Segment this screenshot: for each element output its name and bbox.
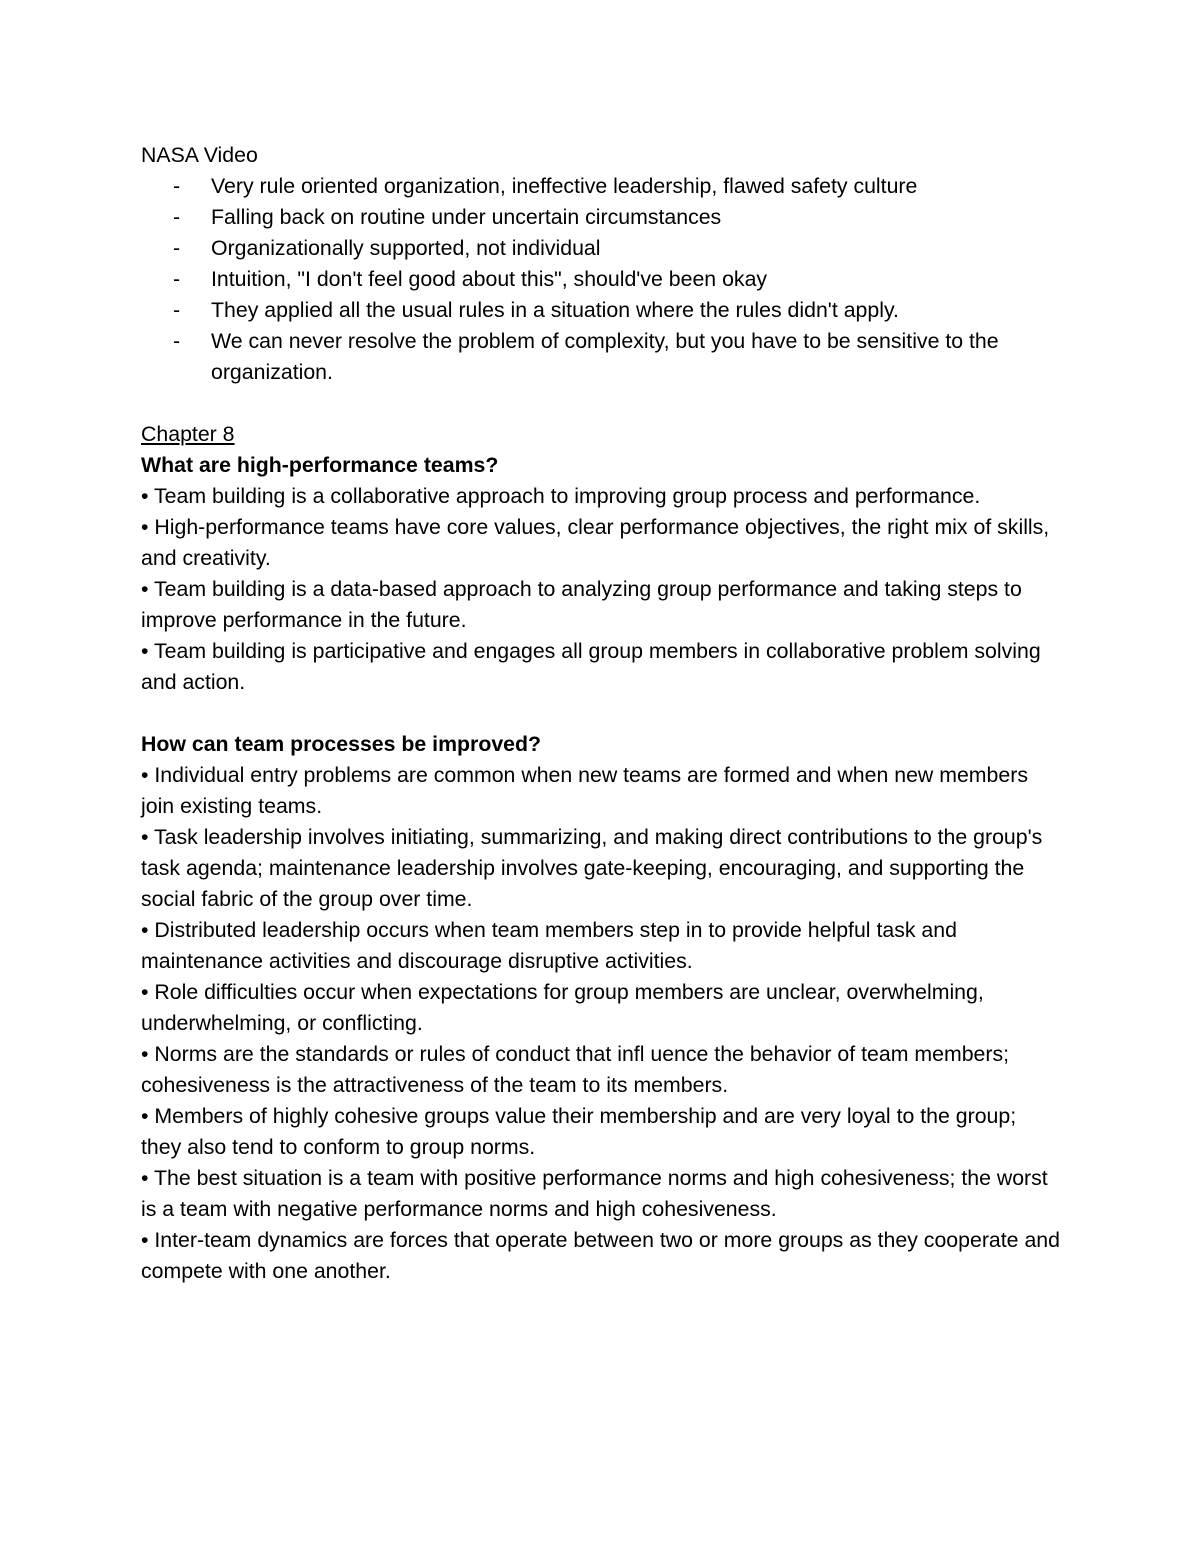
blank-line bbox=[141, 698, 1061, 729]
dash-bullet: - bbox=[173, 205, 181, 229]
chapter-heading: Chapter 8 bbox=[141, 422, 235, 446]
list-item bbox=[141, 233, 1061, 264]
paragraph: • Norms are the standards or rules of conduct that infl uence the behavior of team members; cohesiveness is the attractiveness of the team to its members. bbox=[141, 1042, 1010, 1097]
paragraph: • The best situation is a team with positive performance norms and high cohesiveness; the worst is a team with negative performance norms and high cohesiveness. bbox=[141, 1166, 1048, 1221]
paragraph: • Members of highly cohesive groups value their membership and are very loyal to the group; they also tend to conform to group norms. bbox=[141, 1104, 1017, 1159]
list-item-text: Falling back on routine under uncertain circumstances bbox=[211, 205, 722, 229]
list-item bbox=[141, 295, 1061, 326]
dash-bullet: - bbox=[173, 174, 181, 198]
paragraph: • Team building is a data-based approach to analyzing group performance and taking steps to improve performance in the future. bbox=[141, 577, 1022, 632]
paragraph: • Task leadership involves initiating, summarizing, and making direct contributions to the group's task agenda; maintenance leadership involves gate-keeping, encouraging, and supporting the social fabric of the group over time. bbox=[141, 825, 1043, 911]
paragraph: • Distributed leadership occurs when team members step in to provide helpful task and maintenance activities and discourage disruptive activities. bbox=[141, 918, 957, 973]
paragraph: • High-performance teams have core values, clear performance objectives, the right mix of skills, and creativity. bbox=[141, 515, 1050, 570]
paragraph: • Team building is a collaborative approach to improving group process and performance. bbox=[141, 484, 981, 508]
list-item bbox=[141, 326, 1061, 388]
document-page bbox=[141, 140, 1061, 1287]
blank-line bbox=[141, 388, 1061, 419]
nasa-notes-list bbox=[141, 171, 1061, 388]
list-item-text: Intuition, "I don't feel good about this", should've been okay bbox=[211, 267, 768, 291]
paragraph: • Individual entry problems are common when new teams are formed and when new members join existing teams. bbox=[141, 763, 1028, 818]
list-item-text: We can never resolve the problem of complexity, but you have to be sensitive to the organization. bbox=[211, 329, 999, 384]
list-item bbox=[141, 171, 1061, 202]
list-item-text: Very rule oriented organization, ineffective leadership, flawed safety culture bbox=[211, 174, 918, 198]
section-heading-high-performance: What are high-performance teams? bbox=[141, 453, 499, 477]
dash-bullet: - bbox=[173, 298, 181, 322]
list-item bbox=[141, 264, 1061, 295]
paragraph: • Role difficulties occur when expectations for group members are unclear, overwhelming, underwhelming, or conflicting. bbox=[141, 980, 984, 1035]
paragraph: • Team building is participative and engages all group members in collaborative problem solving and action. bbox=[141, 639, 1041, 694]
list-item-text: They applied all the usual rules in a situation where the rules didn't apply. bbox=[211, 298, 899, 322]
nasa-video-title: NASA Video bbox=[141, 143, 258, 167]
dash-bullet: - bbox=[173, 267, 181, 291]
paragraph: • Inter-team dynamics are forces that operate between two or more groups as they cooperate and compete with one another. bbox=[141, 1228, 1060, 1283]
dash-bullet: - bbox=[173, 236, 181, 260]
list-item-text: Organizationally supported, not individual bbox=[211, 236, 601, 260]
list-item bbox=[141, 202, 1061, 233]
dash-bullet: - bbox=[173, 329, 181, 353]
section-heading-team-processes: How can team processes be improved? bbox=[141, 732, 542, 756]
